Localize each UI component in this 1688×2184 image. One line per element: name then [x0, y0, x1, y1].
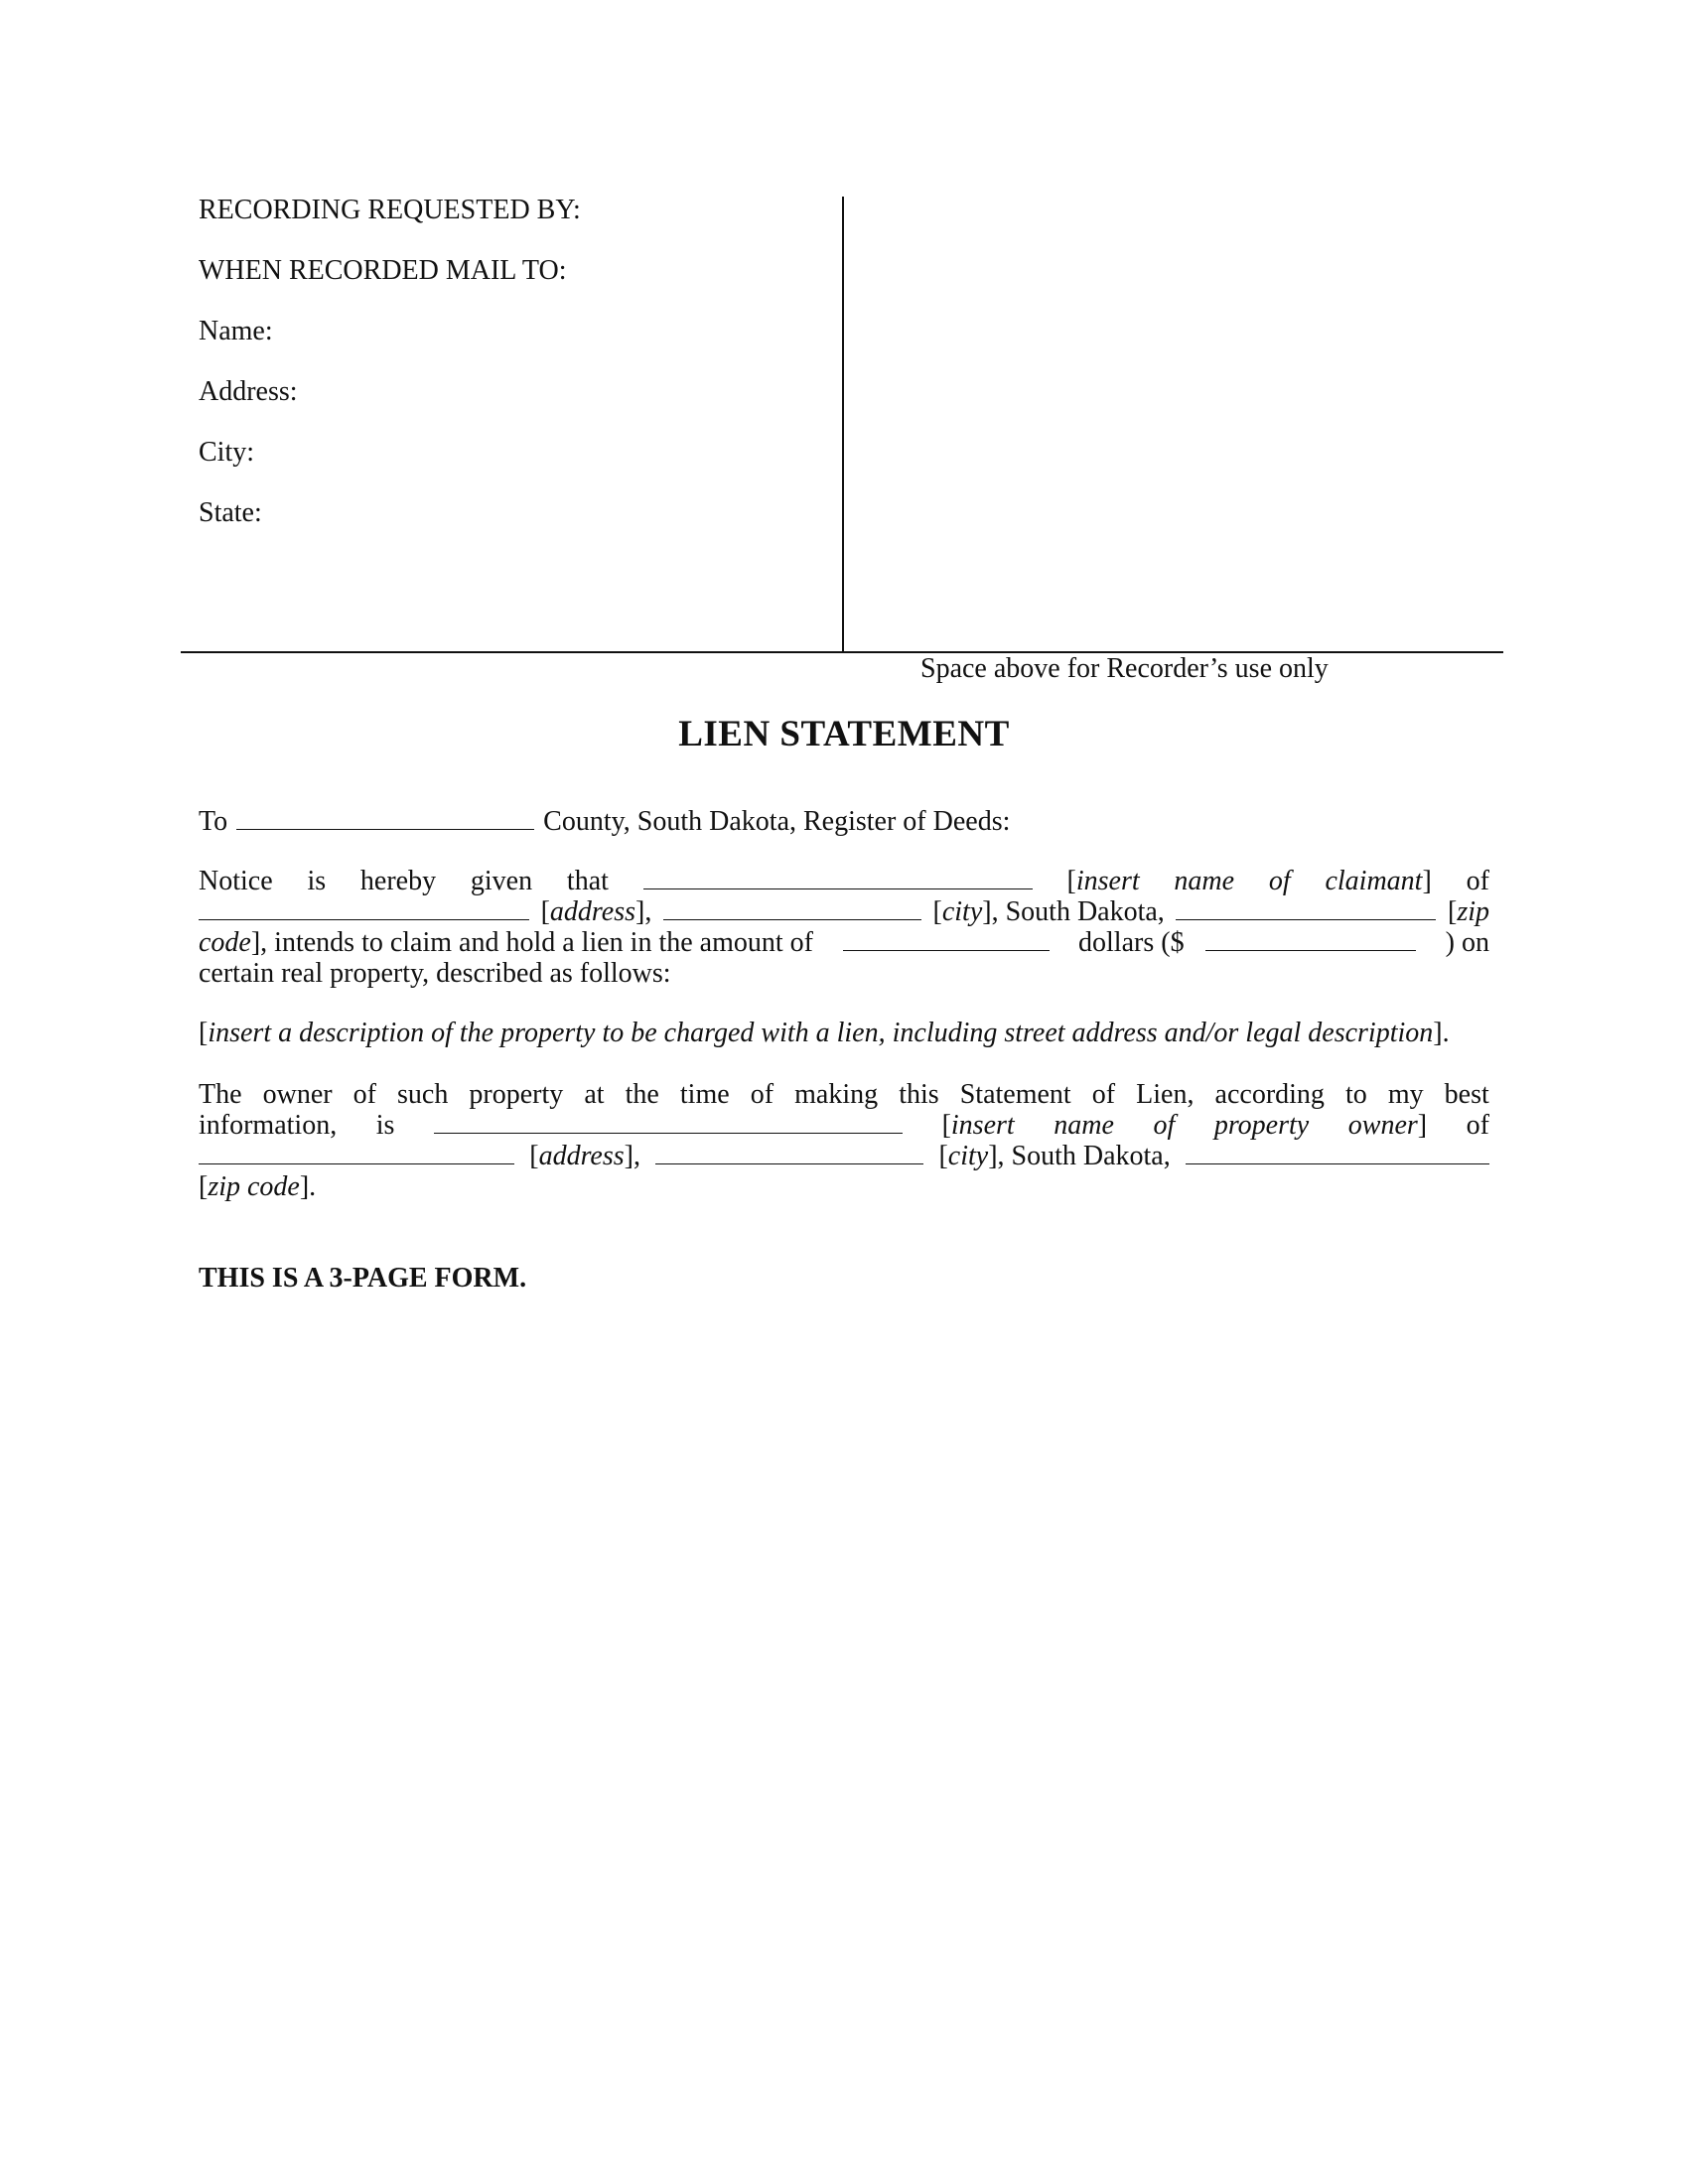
owner-word: to [1344, 1079, 1367, 1110]
bracket: [ [540, 896, 550, 927]
notice-line-4 [199, 958, 1489, 989]
claimant-zip-blank-field[interactable] [1176, 897, 1436, 920]
bracket: ] [1417, 1110, 1428, 1141]
page-count-note: THIS IS A 3-PAGE FORM. [199, 1263, 527, 1294]
owner-word: this [899, 1079, 939, 1110]
bracket: [ [199, 1018, 209, 1048]
claimant-hint-open [1067, 866, 1140, 896]
owner-address-blank-field[interactable] [199, 1142, 514, 1164]
owner-word: such [397, 1079, 449, 1110]
owner-word: the [625, 1079, 659, 1110]
bracket: ] [1422, 866, 1432, 896]
county-blank-field[interactable] [236, 807, 534, 830]
claimant-hint-close [1325, 866, 1431, 896]
owner-word: is [375, 1110, 395, 1141]
address-hint: address [549, 896, 635, 927]
notice-word: given [470, 866, 533, 896]
claimant-city-blank-field[interactable] [663, 897, 921, 920]
recording-info-block [199, 191, 834, 554]
bracket: [ [199, 1171, 209, 1202]
owner-word: making [794, 1079, 879, 1110]
owner-word: of [1091, 1079, 1116, 1110]
owner-word: property [469, 1079, 564, 1110]
bracket: [ [1066, 866, 1076, 896]
state-label: State: [199, 497, 262, 528]
notice-word: of [1466, 866, 1489, 896]
address-hint: address [538, 1141, 625, 1171]
owner-word: owner [262, 1079, 333, 1110]
bracket: ]. [299, 1171, 317, 1202]
hint-word: insert [1075, 866, 1140, 896]
notice-line-1 [199, 866, 1489, 896]
owner-word: at [584, 1079, 605, 1110]
claimant-address-blank-field[interactable] [199, 897, 529, 920]
lien-amount-words-blank-field[interactable] [843, 928, 1050, 951]
hint-word: name [1174, 866, 1235, 896]
recorder-space-vertical-divider [842, 197, 844, 651]
owner-paragraph [199, 1079, 1489, 1202]
city-label: City: [199, 437, 255, 468]
state-text: ], South Dakota, [982, 896, 1165, 927]
owner-line-2 [199, 1110, 1489, 1141]
document-title: LIEN STATEMENT [678, 714, 1010, 754]
owner-zip-blank-field[interactable] [1186, 1142, 1489, 1164]
lien-amount-number-blank-field[interactable] [1205, 928, 1416, 951]
owner-word: of [750, 1079, 774, 1110]
zip-code-hint: code [199, 927, 251, 958]
bracket: [ [1447, 896, 1458, 927]
bracket: ], [624, 1141, 640, 1171]
recorder-use-only-note: Space above for Recorder’s use only [920, 653, 1329, 684]
hint-word: of [1268, 866, 1291, 896]
to-word: To [199, 806, 228, 837]
notice-word: is [307, 866, 327, 896]
on-text: ) on [1445, 927, 1489, 958]
recording-requested-by-label: RECORDING REQUESTED BY: [199, 195, 581, 225]
hint-word: insert [950, 1110, 1015, 1141]
bracket: [ [932, 896, 942, 927]
notice-word: Notice [199, 866, 273, 896]
property-description-paragraph [199, 1018, 1489, 1048]
owner-word: of [352, 1079, 376, 1110]
to-county-paragraph [199, 806, 1489, 837]
owner-word: best [1444, 1079, 1489, 1110]
hint-word: claimant [1325, 866, 1423, 896]
claimant-name-blank-field[interactable] [643, 867, 1033, 889]
hint-word: name [1054, 1110, 1114, 1141]
city-hint: city [947, 1141, 989, 1171]
state-text: ], South Dakota, [988, 1141, 1171, 1171]
claim-text: ], intends to claim and hold a lien in the amount of [250, 927, 813, 958]
bracket: [ [941, 1110, 951, 1141]
property-description-hint: insert a description of the property to be charged with a lien, including street address and/or legal description [208, 1018, 1434, 1048]
bracket: ], [635, 896, 652, 927]
zip-hint: zip [1457, 896, 1489, 927]
notice-paragraph [199, 866, 1489, 989]
notice-word: that [566, 866, 609, 896]
hint-word: of [1153, 1110, 1176, 1141]
owner-word: information, [199, 1110, 338, 1141]
property-described-text: certain real property, described as follows: [199, 958, 671, 989]
owner-word: time [679, 1079, 730, 1110]
owner-line-4 [199, 1171, 1489, 1202]
name-label: Name: [199, 316, 273, 346]
hint-word: property [1213, 1110, 1310, 1141]
county-register-text: County, South Dakota, Register of Deeds: [543, 806, 1011, 837]
owner-line-3 [199, 1141, 1489, 1171]
owner-line-1 [199, 1079, 1489, 1110]
bracket: [ [938, 1141, 948, 1171]
owner-word: Lien, [1136, 1079, 1195, 1110]
owner-word: according [1214, 1079, 1325, 1110]
notice-word: hereby [359, 866, 437, 896]
notice-line-2 [199, 896, 1489, 927]
owner-word: my [1387, 1079, 1424, 1110]
hint-word: owner [1347, 1110, 1418, 1141]
dollars-text: dollars ($ [1078, 927, 1185, 958]
owner-word: Statement [959, 1079, 1071, 1110]
property-owner-name-blank-field[interactable] [434, 1111, 903, 1134]
owner-word: of [1466, 1110, 1489, 1141]
bracket: ]. [1433, 1018, 1450, 1048]
bracket: [ [529, 1141, 539, 1171]
when-recorded-mail-to-label: WHEN RECORDED MAIL TO: [199, 255, 567, 286]
notice-line-3 [199, 927, 1489, 958]
city-hint: city [941, 896, 983, 927]
owner-city-blank-field[interactable] [655, 1142, 923, 1164]
zip-code-hint: zip code [208, 1171, 300, 1202]
owner-word: The [199, 1079, 242, 1110]
address-label: Address: [199, 376, 298, 407]
